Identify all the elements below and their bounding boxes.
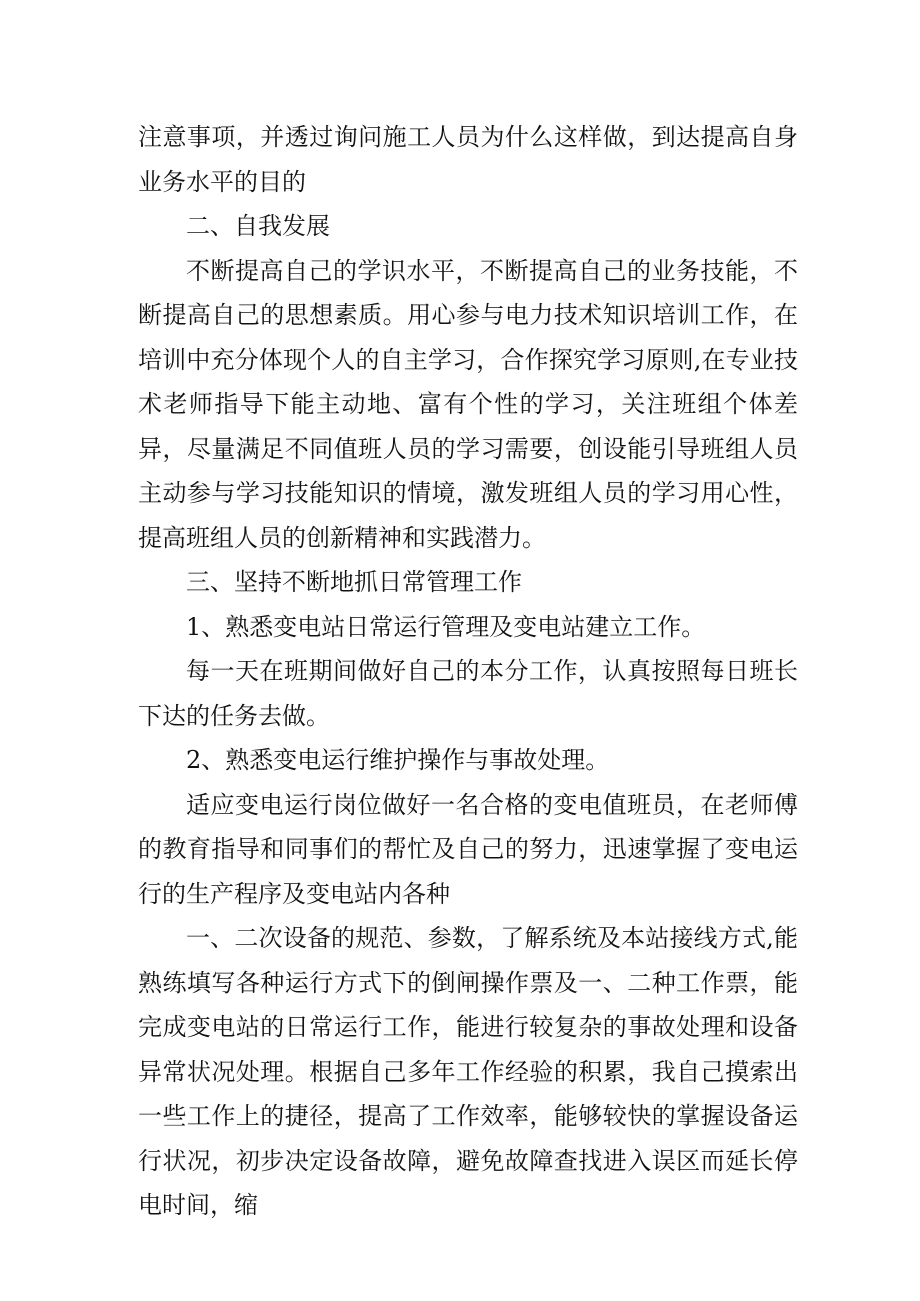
paragraph-3: 每一天在班期间做好自己的本分工作，认真按照每日班长下达的任务去做。 (138, 657, 798, 730)
paragraph-5: 一、二次设备的规范、参数，了解系统及本站接线方式,能熟练填写各种运行方式下的倒闸操作票及一、二种工作票，能完成变电站的日常运行工作，能进行较复杂的事故处理和设备异常状况处理。根据自己多年工作经验的积累，我自己摸索出一些工作上的捷径，提高了工作效率，能够较快的掌握设备运行状况，初步决定设备故障，避免故障查找进入误区而延长停电时间，缩 (138, 924, 798, 1219)
paragraph-4: 适应变电运行岗位做好一名合格的变电值班员，在老师傅的教育指导和同事们的帮忙及自己的努力，迅速掌握了变电运行的生产程序及变电站内各种 (138, 790, 798, 908)
section-heading-daily-management: 三、坚持不断地抓日常管理工作 (186, 568, 522, 596)
paragraph-1: 注意事项，并透过询问施工人员为什么这样做，到达提高自身业务水平的目的 (138, 123, 798, 196)
item-heading-1: 1、熟悉变电站日常运行管理及变电站建立工作。 (186, 612, 706, 641)
item-heading-2: 2、熟悉变电运行维护操作与事故处理。 (186, 746, 610, 774)
paragraph-2: 不断提高自己的学识水平，不断提高自己的业务技能，不断提高自己的思想素质。用心参与电力技术知识培训工作，在培训中充分体现个人的自主学习，合作探究学习原则,在专业技术老师指导下能主动地、富有个性的学习，关注班组个体差异，尽量满足不同值班人员的学习需要，创设能引导班组人员主动参与学习技能知识的情境，激发班组人员的学习用心性，提高班组人员的创新精神和实践潜力。 (138, 256, 798, 552)
section-heading-self-development: 二、自我发展 (186, 212, 330, 240)
document-body (138, 115, 798, 1228)
